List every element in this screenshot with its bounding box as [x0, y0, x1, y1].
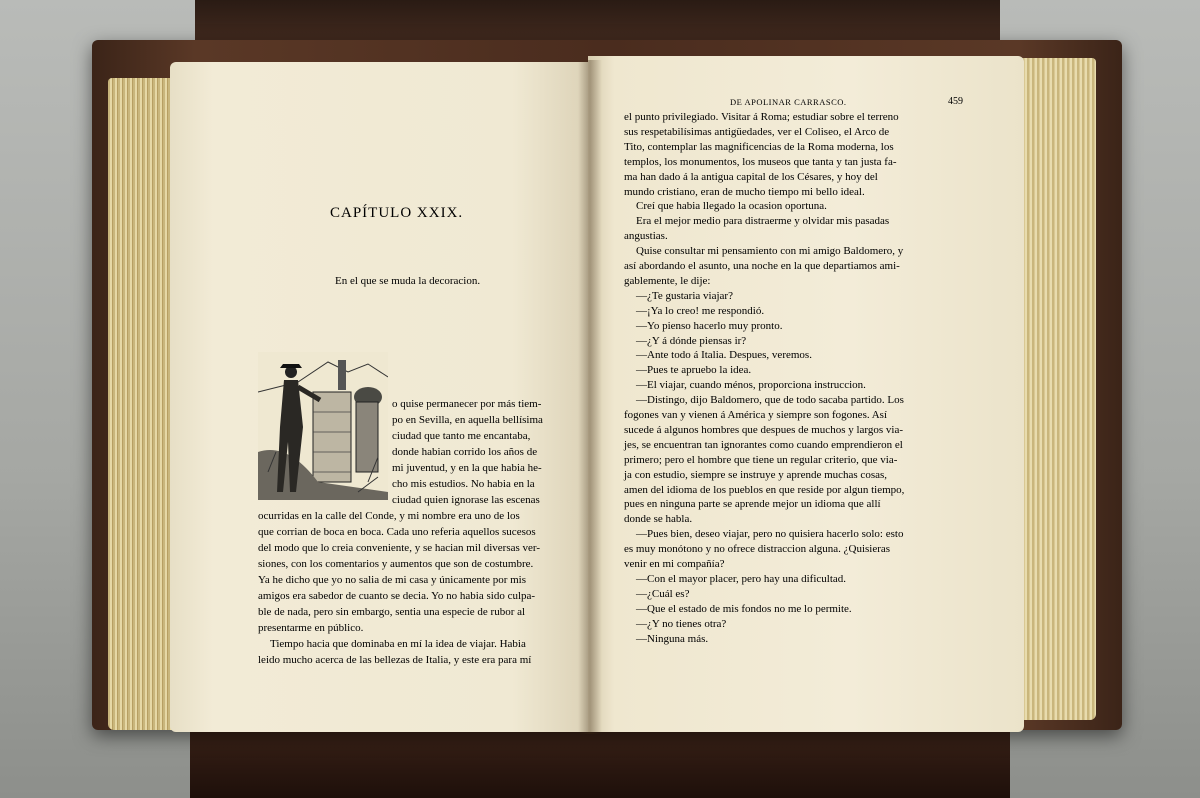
chapter-title: CAPÍTULO XXIX.	[330, 205, 464, 221]
text-line: fogones van y vienen á América y siempre son fogones. Así	[624, 409, 888, 421]
text-line: siones, con los comentarios y aumentos que son de costumbre.	[258, 558, 534, 570]
text-line: sucede á algunos hombres que despues de muchos y largos via-	[624, 423, 904, 436]
text-line: ciudad quien ignorase las escenas	[392, 494, 540, 506]
text-line: —Ninguna más.	[636, 632, 709, 645]
running-header: DE APOLINAR CARRASCO.	[730, 97, 847, 107]
text-line: —Yo pienso hacerlo muy pronto.	[636, 319, 783, 332]
text-line: o quise permanecer por más tiem-	[392, 398, 542, 410]
text-line: —Distingo, dijo Baldomero, que de todo sacaba partido. Los	[636, 394, 904, 407]
text-line: presentarme en público.	[258, 622, 364, 634]
text-line: Creí que habia llegado la ocasion oportuna.	[636, 200, 827, 213]
page-edges-right	[1020, 58, 1096, 720]
text-line: Tito, contemplar las magnificencias de la Roma moderna, los	[624, 140, 894, 153]
text-line: ciudad que tanto me encantaba,	[392, 430, 531, 442]
text-line: templos, los monumentos, los museos que tanta y tan justa fa-	[624, 155, 897, 168]
text-line: amen del idioma de los pueblos en que reside por algun tiempo,	[624, 483, 905, 496]
text-line: —¿Y no tienes otra?	[636, 617, 727, 630]
text-line: mi juventud, y en la que habia he-	[392, 462, 542, 474]
text-line: donde se habla.	[624, 513, 693, 526]
text-line: así abordando el asunto, una noche en la que departiamos ami-	[624, 260, 900, 272]
text-line: —Con el mayor placer, pero hay una dificultad.	[636, 572, 847, 585]
page-number: 459	[948, 96, 963, 107]
text-line: —Ante todo á Italia. Despues, veremos.	[636, 349, 812, 362]
text-line: jes, se encuentran tan ignorantes como cuando emprendieron el	[624, 438, 903, 451]
engraving-illustration	[258, 352, 388, 500]
text-line: Quise consultar mi pensamiento con mi amigo Baldomero, y	[636, 245, 904, 258]
text-line: ble de nada, pero sin embargo, sentia una especie de rubor al	[258, 606, 526, 618]
text-line: Era el mejor medio para distraerme y olvidar mis pasadas	[636, 215, 890, 228]
text-line: amigos era sabedor de cuanto se decia. Yo no habia sido culpa-	[258, 590, 536, 602]
text-line: —Pues bien, deseo viajar, pero no quisiera hacerlo solo: esto	[636, 528, 904, 541]
text-line: Tiempo hacia que dominaba en mí la idea de viajar. Habia	[270, 638, 526, 650]
text-line: Ya he dicho que yo no salia de mi casa y únicamente por mis	[258, 574, 527, 586]
text-line: mundo cristiano, eran de mucho tiempo mi bello ideal.	[624, 185, 865, 198]
text-line: —Pues te apruebo la idea.	[636, 364, 752, 377]
text-line: donde habian corrido los años de	[392, 446, 538, 458]
text-line: ma han dado á la antigua capital de los Césares, y hoy del	[624, 170, 878, 183]
text-line: es muy monótono y no ofrece distraccion alguna. ¿Quisieras	[624, 543, 891, 556]
chapter-subtitle: En el que se muda la decoracion.	[335, 275, 481, 287]
text-line: —Que el estado de mis fondos no me lo permite.	[636, 602, 852, 615]
text-line: —¿Cuál es?	[636, 587, 690, 600]
text-line: ja con estudio, siempre se instruye y aprende muchas cosas,	[624, 468, 888, 481]
text-line: —¿Y á dónde piensas ir?	[636, 334, 747, 347]
text-line: cho mis estudios. No habia en la	[392, 478, 535, 490]
page-edges-left	[108, 78, 178, 730]
text-line: —¡Ya lo creo! me respondió.	[636, 304, 765, 317]
text-line: el punto privilegiado. Visitar á Roma; estudiar sobre el terreno	[624, 111, 899, 123]
text-line: gablemente, le dije:	[624, 274, 711, 287]
text-line: pues en ninguna parte se aprende mejor un idioma que allí	[624, 498, 881, 511]
text-line: ocurridas en la calle del Conde, y mi nombre era uno de los	[258, 510, 520, 522]
text-line: angustias.	[624, 230, 668, 243]
text-line: —¿Te gustaria viajar?	[636, 289, 733, 302]
text-line: leido mucho acerca de las bellezas de Italia, y este era para mí	[258, 654, 532, 666]
text-line: venir en mi compañía?	[624, 558, 725, 570]
text-line: sus respetabilísimas antigüedades, ver el Coliseo, el Arco de	[624, 125, 890, 138]
text-line: primero; pero el hombre que tiene un regular criterio, que via-	[624, 453, 898, 466]
text-line: —El viajar, cuando ménos, proporciona instruccion.	[636, 379, 866, 392]
text-line: po en Sevilla, en aquella bellísima	[392, 414, 543, 426]
text-line: del modo que lo creia conveniente, y se hacian mil diversas ver-	[258, 542, 541, 554]
text-line: que corrian de boca en boca. Cada uno referia aquellos sucesos	[258, 526, 536, 538]
book-gutter	[578, 60, 602, 734]
